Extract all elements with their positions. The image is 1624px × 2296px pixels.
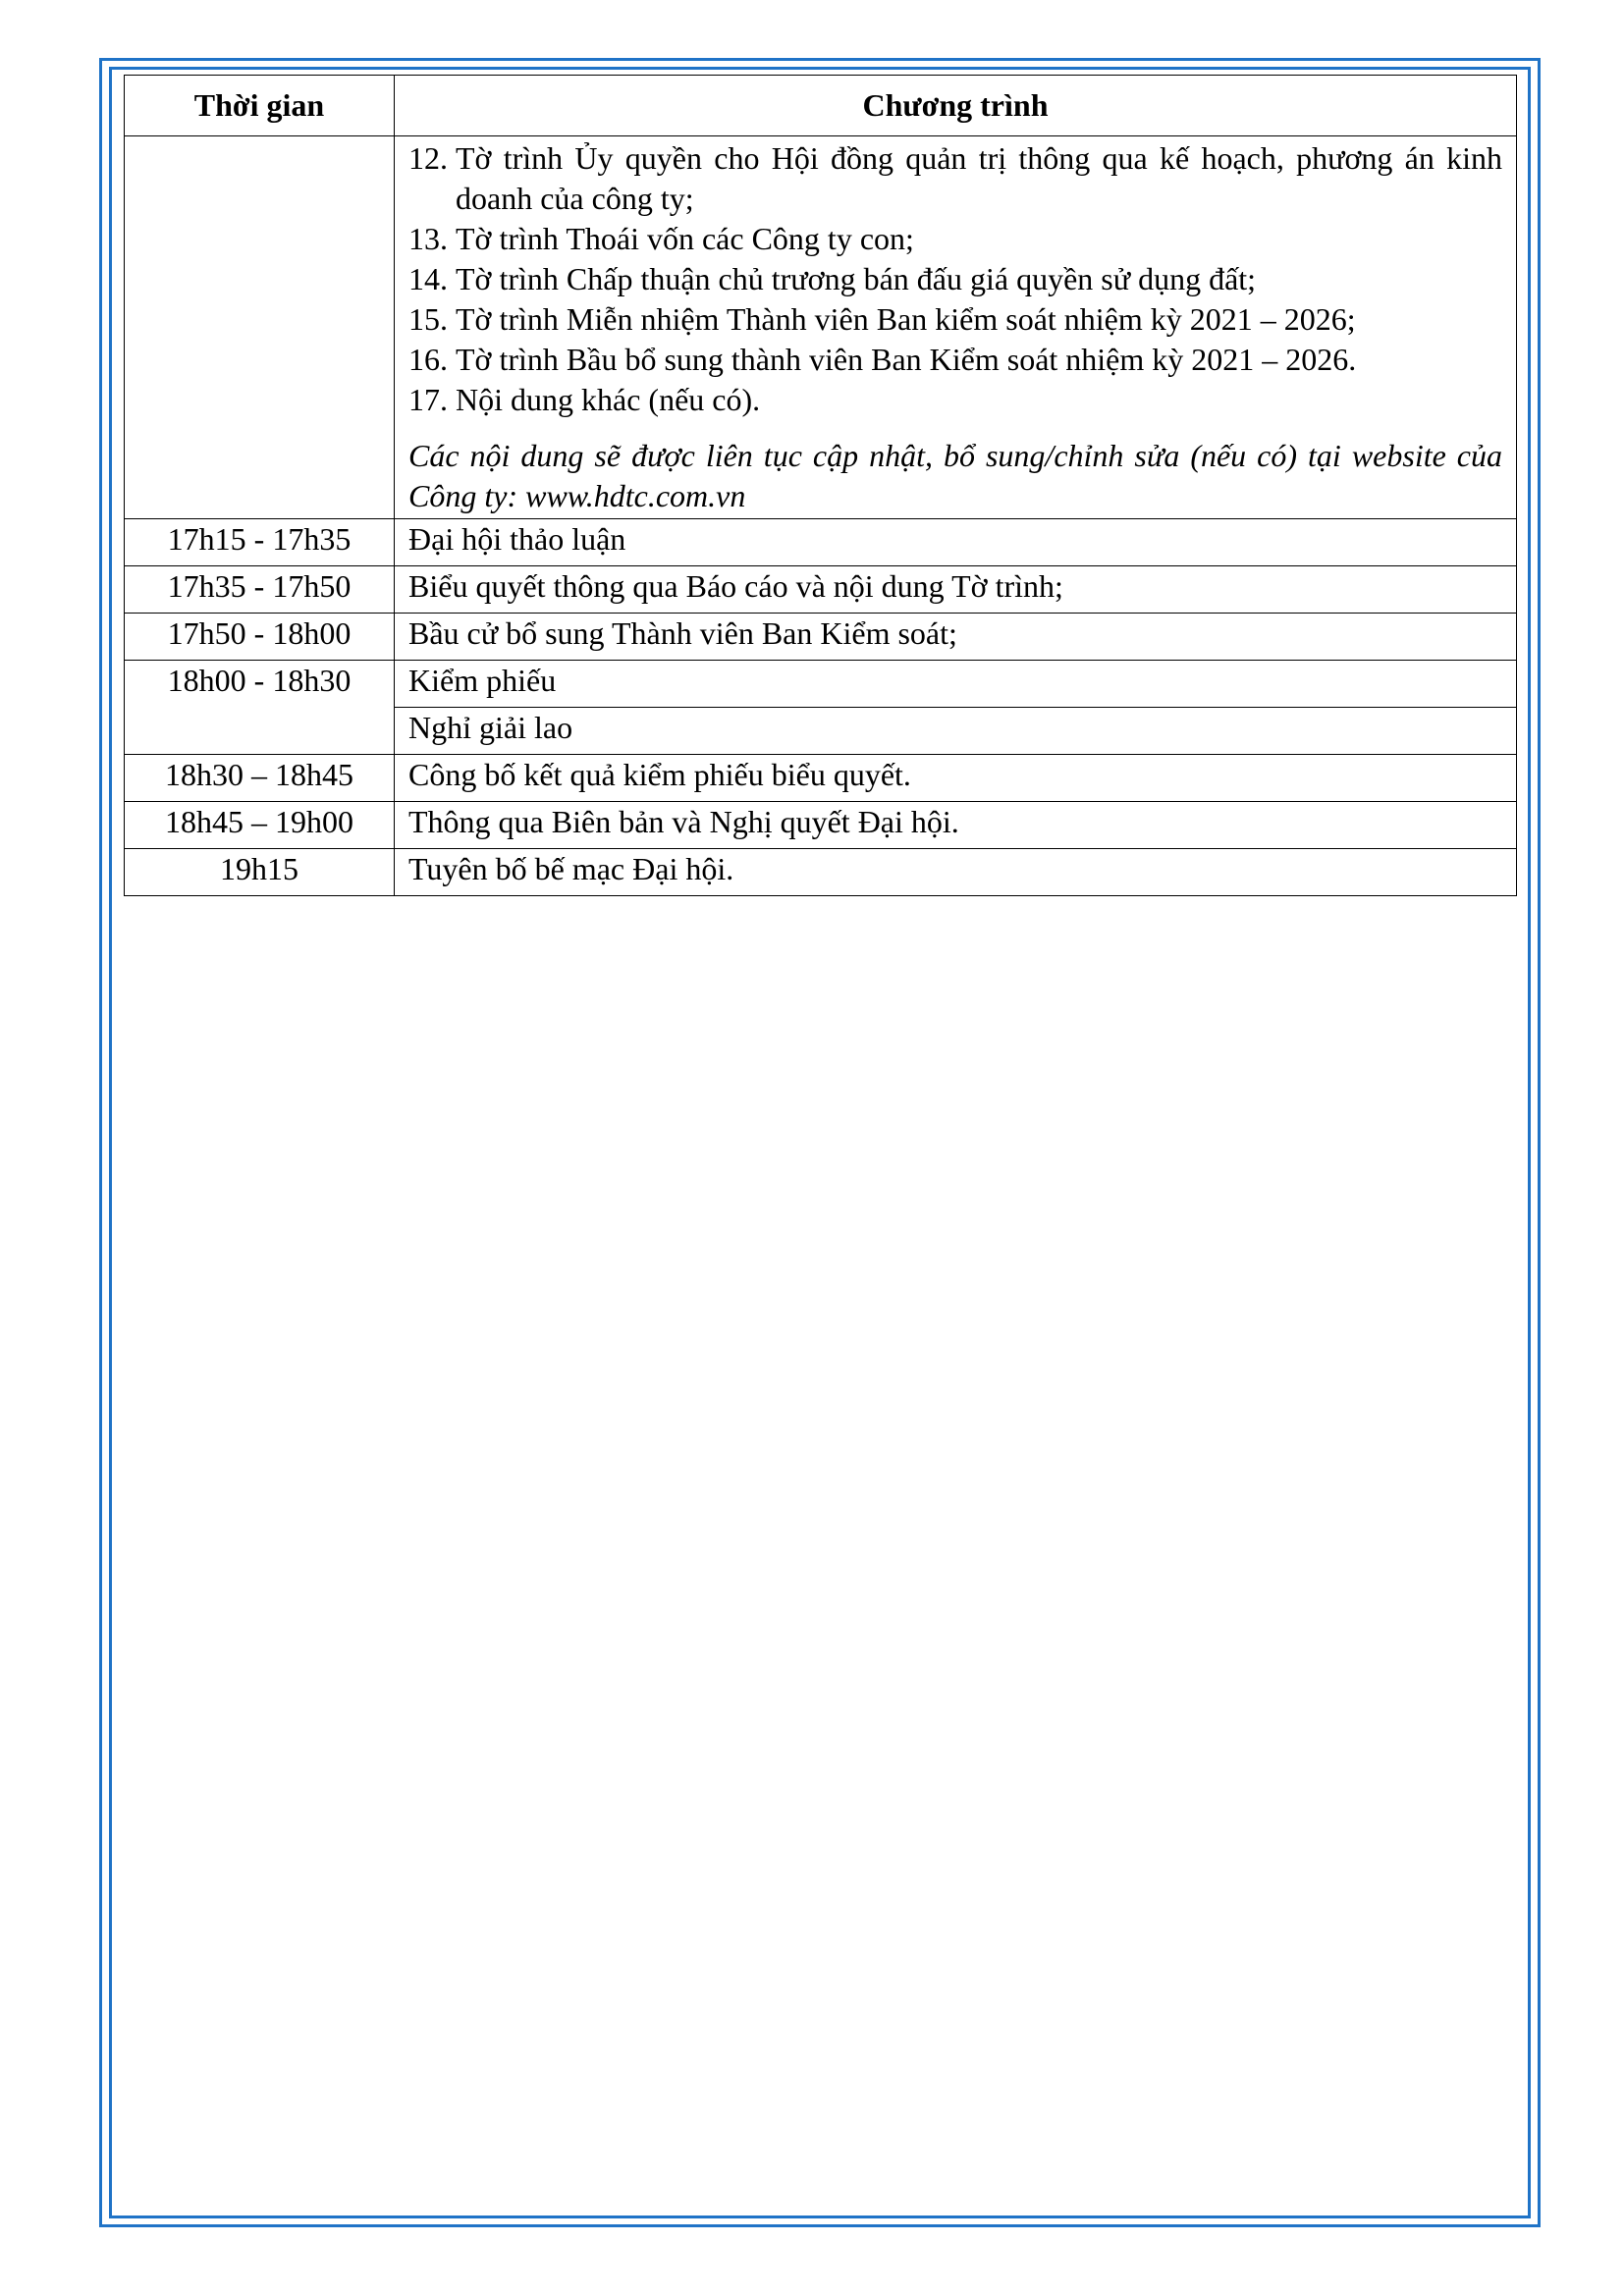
list-item xyxy=(408,138,1502,219)
table-row xyxy=(125,755,1517,802)
time-cell: 17h15 - 17h35 xyxy=(125,519,395,566)
item-list xyxy=(408,138,1502,420)
program-cell: Công bố kết quả kiểm phiếu biểu quyết. xyxy=(395,755,1517,802)
list-item xyxy=(408,299,1502,340)
program-cell: Biểu quyết thông qua Báo cáo và nội dung Tờ trình; xyxy=(395,566,1517,614)
item-number: 17. xyxy=(408,382,448,417)
item-text: Tờ trình Chấp thuận chủ trương bán đấu giá quyền sử dụng đất; xyxy=(456,261,1257,296)
program-cell: Đại hội thảo luận xyxy=(395,519,1517,566)
item-text: Tờ trình Miễn nhiệm Thành viên Ban kiểm soát nhiệm kỳ 2021 – 2026; xyxy=(456,301,1356,337)
agenda-table xyxy=(124,75,1517,896)
table-row xyxy=(125,566,1517,614)
header-program: Chương trình xyxy=(395,76,1517,136)
table-row xyxy=(125,661,1517,708)
time-cell: 18h00 - 18h30 xyxy=(125,661,395,755)
item-number: 13. xyxy=(408,221,448,256)
program-cell: Nghỉ giải lao xyxy=(395,708,1517,755)
update-note: Các nội dung sẽ được liên tục cập nhật, bổ sung/chỉnh sửa (nếu có) tại website của Công ty: www.hdtc.com.vn xyxy=(408,438,1502,513)
continued-items-row xyxy=(125,136,1517,519)
time-cell: 18h45 – 19h00 xyxy=(125,802,395,849)
list-item xyxy=(408,380,1502,420)
item-text: Tờ trình Thoái vốn các Công ty con; xyxy=(456,221,914,256)
time-cell: 19h15 xyxy=(125,849,395,896)
table-row xyxy=(125,849,1517,896)
item-number: 12. xyxy=(408,140,448,176)
time-cell: 17h50 - 18h00 xyxy=(125,614,395,661)
continued-items-cell xyxy=(395,136,1517,519)
empty-time-cell xyxy=(125,136,395,519)
table-row xyxy=(125,614,1517,661)
program-cell: Thông qua Biên bản và Nghị quyết Đại hội. xyxy=(395,802,1517,849)
list-item xyxy=(408,340,1502,380)
item-number: 16. xyxy=(408,342,448,377)
item-text: Tờ trình Bầu bổ sung thành viên Ban Kiểm soát nhiệm kỳ 2021 – 2026. xyxy=(456,342,1357,377)
list-item xyxy=(408,259,1502,299)
time-cell: 17h35 - 17h50 xyxy=(125,566,395,614)
item-number: 14. xyxy=(408,261,448,296)
item-number: 15. xyxy=(408,301,448,337)
table-header-row xyxy=(125,76,1517,136)
header-time: Thời gian xyxy=(125,76,395,136)
table-row xyxy=(125,519,1517,566)
table-row xyxy=(125,802,1517,849)
program-cell: Bầu cử bổ sung Thành viên Ban Kiểm soát; xyxy=(395,614,1517,661)
item-text: Nội dung khác (nếu có). xyxy=(456,382,761,417)
time-cell: 18h30 – 18h45 xyxy=(125,755,395,802)
list-item xyxy=(408,219,1502,259)
program-cell: Kiểm phiếu xyxy=(395,661,1517,708)
program-cell: Tuyên bố bế mạc Đại hội. xyxy=(395,849,1517,896)
item-text: Tờ trình Ủy quyền cho Hội đồng quản trị thông qua kế hoạch, phương án kinh doanh của công ty; xyxy=(456,140,1502,216)
